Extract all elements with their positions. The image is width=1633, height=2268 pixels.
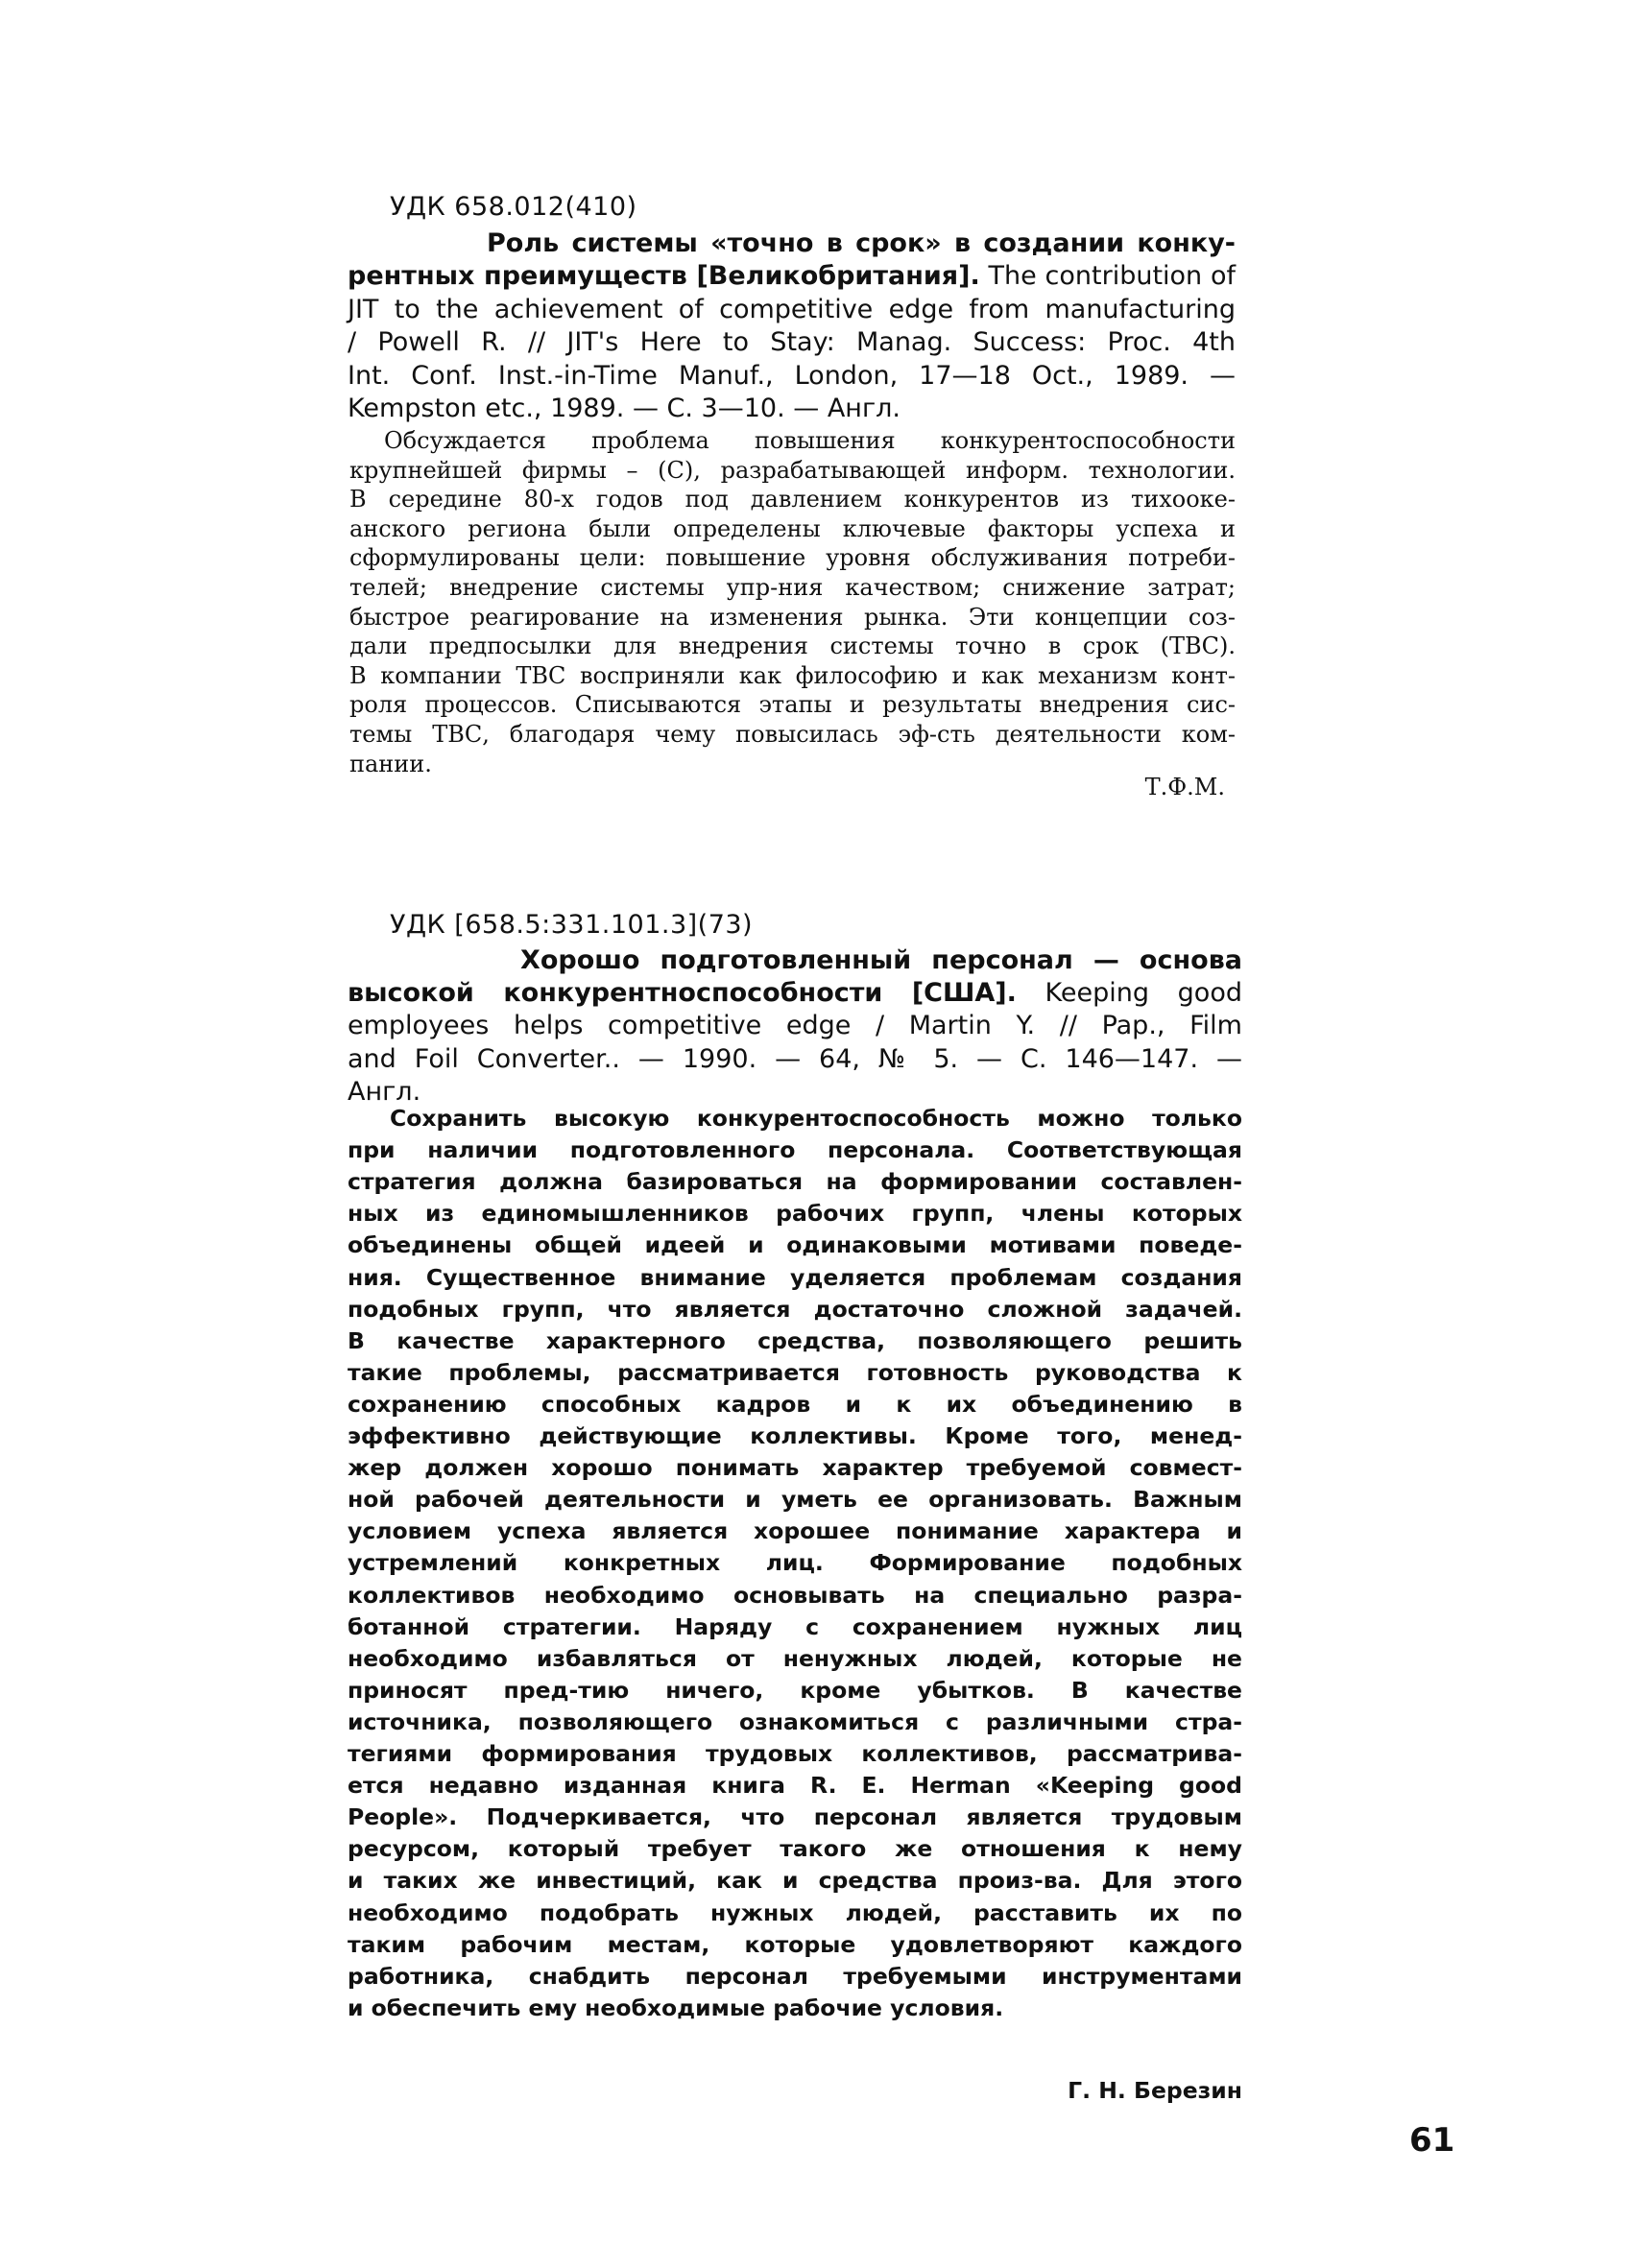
bib-line <box>520 947 1242 973</box>
bib-reference: Int. Conf. Inst.-in-Time Manuf., London, 17—18 Oct., 1989. — <box>348 360 1236 391</box>
abstract-line: темы ТВС, благодаря чему повысилась эф-сть деятельности ком- <box>349 721 1236 748</box>
abstract-line: Обсуждается проблема повышения конкурентоспособности <box>384 427 1236 454</box>
abstract-line: таким рабочим местам, которые удовлетворяют каждого <box>348 1930 1242 1958</box>
abstract-line: ных из единомышленников рабочих групп, члены которых <box>348 1200 1242 1228</box>
abstract-line: ботанной стратегии. Наряду с сохранением нужных лиц <box>348 1612 1242 1640</box>
abstract-line: необходимо подобрать нужных людей, расставить их по <box>348 1898 1242 1926</box>
abstract-line: ния. Существенное внимание уделяется проблемам создания <box>348 1263 1242 1291</box>
bib-reference: JIT to the achievement of competitive edge from manufacturing <box>348 294 1236 324</box>
abstract-line: тегиями формирования трудовых коллективов, рассматрива- <box>348 1740 1242 1767</box>
abstract-line: устремлений конкретных лиц. Формирование подобных <box>348 1549 1242 1577</box>
abstract-line: сохранению способных кадров и к их объединению в <box>348 1390 1242 1418</box>
bib-title: рентных преимуществ [Великобритания]. <box>348 261 980 292</box>
udk-code: УДК [658.5:331.101.3](73) <box>390 910 754 940</box>
bib-title: Хорошо подготовленный персонал — основа <box>520 945 1242 975</box>
bib-reference: Англ. <box>348 1076 421 1107</box>
abstract-line: анского региона были определены ключевые факторы успеха и <box>349 514 1236 542</box>
bib-reference: / Powell R. // JIT's Here to Stay: Manag. Success: Proc. 4th <box>348 327 1236 358</box>
abstract-signature: Г. Н. Березин <box>1068 2077 1242 2104</box>
abstract-line: В компании ТВС восприняли как философию и как механизм конт- <box>349 661 1236 689</box>
abstract-line: работника, снабдить персонал требуемыми инструментами <box>348 1962 1242 1990</box>
abstract-line: объединены общей идеей и одинаковыми мотивами поведе- <box>348 1231 1242 1259</box>
abstract-line: пании. <box>349 750 432 777</box>
abstract-line: при наличии подготовленного персонала. Соответствующая <box>348 1136 1242 1164</box>
page-number: 61 <box>1409 2121 1455 2160</box>
bib-line <box>348 1076 1242 1107</box>
udk-code: УДК 658.012(410) <box>390 192 637 222</box>
abstract-line: жер должен хорошо понимать характер требуемой совмест- <box>348 1454 1242 1482</box>
bib-reference: The contribution of <box>979 261 1236 292</box>
abstract-line: и таких же инвестиций, как и средства произ-ва. Для этого <box>348 1867 1242 1895</box>
abstract-line: условием успеха является хорошее понимание характера и <box>348 1517 1242 1545</box>
bib-line <box>348 1013 1242 1039</box>
bib-reference: employees helps competitive edge / Martin Y. // Pap., Film <box>348 1011 1242 1041</box>
abstract-line: сформулированы цели: повышение уровня обслуживания потреби- <box>349 544 1236 572</box>
abstract-line: крупнейшей фирмы – (С), разрабатывающей информ. технологии. <box>349 456 1236 484</box>
abstract-line: дали предпосылки для внедрения системы точно в срок (ТВС). <box>349 633 1236 660</box>
bib-reference: Kempston etc., 1989. — С. 3—10. — Англ. <box>348 394 901 423</box>
abstract-line: В качестве характерного средства, позволяющего решить <box>348 1326 1242 1354</box>
abstract-line: People». Подчеркивается, что персонал является трудовым <box>348 1803 1242 1831</box>
abstract-line: и обеспечить ему необходимые рабочие условия. <box>348 1993 1004 2021</box>
abstract-line: стратегия должна базироваться на формировании составлен- <box>348 1168 1242 1196</box>
bib-reference: Keeping good <box>1016 978 1242 1009</box>
bib-line <box>348 1043 1242 1074</box>
abstract-line: приносят пред-тию ничего, кроме убытков. В качестве <box>348 1676 1242 1704</box>
bib-title: Роль системы «точно в срок» в создании конку- <box>487 228 1236 258</box>
abstract-line: такие проблемы, рассматривается готовность руководства к <box>348 1358 1242 1386</box>
abstract-line: В середине 80-х годов под давлением конкурентов из тихооке- <box>349 486 1236 513</box>
abstract-line: эффективно действующие коллективы. Кроме того, менед- <box>348 1422 1242 1449</box>
abstract-signature: Т.Ф.М. <box>1144 774 1225 800</box>
abstract-line: ресурсом, который требует такого же отношения к нему <box>348 1835 1242 1863</box>
abstract-line: роля процессов. Списываются этапы и результаты внедрения сис- <box>349 691 1236 719</box>
bib-line <box>348 978 1242 1009</box>
bib-reference: and Foil Converter.. — 1990. — 64, № 5. — С. 146—147. — <box>348 1043 1242 1074</box>
abstract-line: необходимо избавляться от ненужных людей, которые не <box>348 1644 1242 1672</box>
abstract-line: коллективов необходимо основывать на специально разра- <box>348 1581 1242 1609</box>
abstract-line: быстрое реагирование на изменения рынка. Эти концепции соз- <box>349 603 1236 631</box>
abstract-line: ной рабочей деятельности и уметь ее организовать. Важным <box>348 1486 1242 1514</box>
abstract-line: источника, позволяющего ознакомиться с различными стра- <box>348 1707 1242 1735</box>
abstract-line: телей; внедрение системы упр-ния качеством; снижение затрат; <box>349 574 1236 601</box>
abstract-line: ется недавно изданная книга R. E. Herman «Keeping good <box>348 1772 1242 1800</box>
bib-title: высокой конкурентноспособности [США]. <box>348 978 1017 1009</box>
abstract-line: подобных групп, что является достаточно сложной задачей. <box>348 1295 1242 1323</box>
abstract-line: Сохранить высокую конкурентоспособность можно только <box>390 1105 1242 1132</box>
